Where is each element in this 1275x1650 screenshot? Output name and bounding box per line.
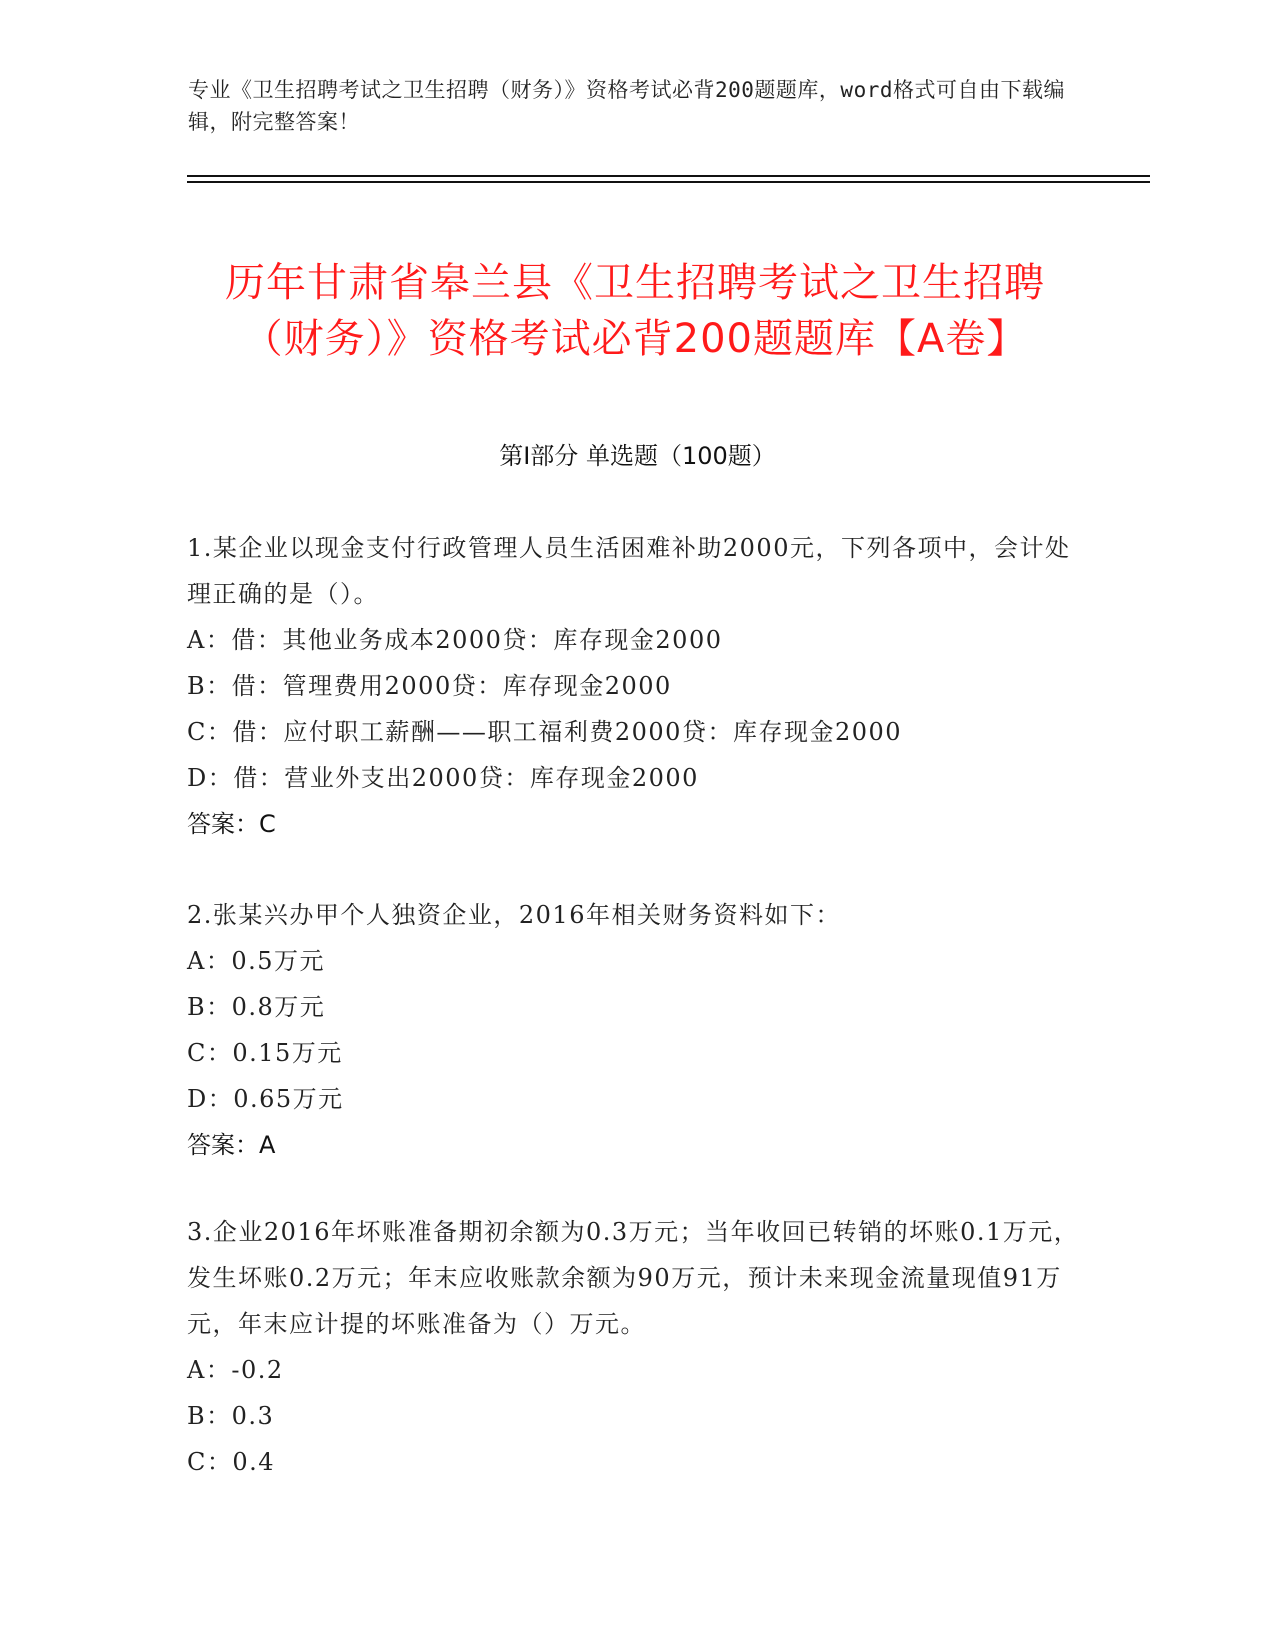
option-a: A：0.5万元 — [187, 947, 325, 975]
option-c: C：借：应付职工薪酬——职工福利费2000贷：库存现金2000 — [187, 718, 903, 746]
question-item — [187, 1209, 1087, 1485]
option-c: C：0.4 — [187, 1448, 276, 1476]
option-b: B：0.3 — [187, 1402, 275, 1430]
header-divider-top — [187, 175, 1150, 177]
answer-line: 答案：A — [187, 1131, 276, 1159]
header-note: 专业《卫生招聘考试之卫生招聘（财务）》资格考试必背200题题库，word格式可自由下载编辑，附完整答案！ — [188, 78, 1065, 134]
section-heading: 第Ⅰ部分 单选题（100题） — [499, 442, 776, 470]
question-item — [187, 892, 1087, 1168]
answer-line: 答案：C — [187, 810, 276, 838]
question-stem: 1.某企业以现金支付行政管理人员生活困难补助2000元，下列各项中，会计处理正确的是（）。 — [187, 534, 1071, 608]
option-b: B：借：管理费用2000贷：库存现金2000 — [187, 672, 672, 700]
question-item — [187, 525, 1087, 847]
option-a: A：借：其他业务成本2000贷：库存现金2000 — [187, 626, 723, 654]
option-a: A：-0.2 — [187, 1356, 284, 1384]
document-title: 历年甘肃省皋兰县《卫生招聘考试之卫生招聘（财务）》资格考试必背200题题库【A卷】 — [225, 259, 1045, 362]
option-d: D：0.65万元 — [187, 1085, 344, 1113]
option-d: D：借：营业外支出2000贷：库存现金2000 — [187, 764, 699, 792]
option-c: C：0.15万元 — [187, 1039, 343, 1067]
option-b: B：0.8万元 — [187, 993, 326, 1021]
question-stem: 3.企业2016年坏账准备期初余额为0.3万元；当年收回已转销的坏账0.1万元，发生坏账0.2万元；年末应收账款余额为90万元，预计未来现金流量现值91万元，年末应计提的坏账准备为（）万元。 — [187, 1218, 1080, 1338]
header-divider-bottom — [187, 181, 1150, 183]
question-stem: 2.张某兴办甲个人独资企业，2016年相关财务资料如下： — [187, 901, 841, 929]
